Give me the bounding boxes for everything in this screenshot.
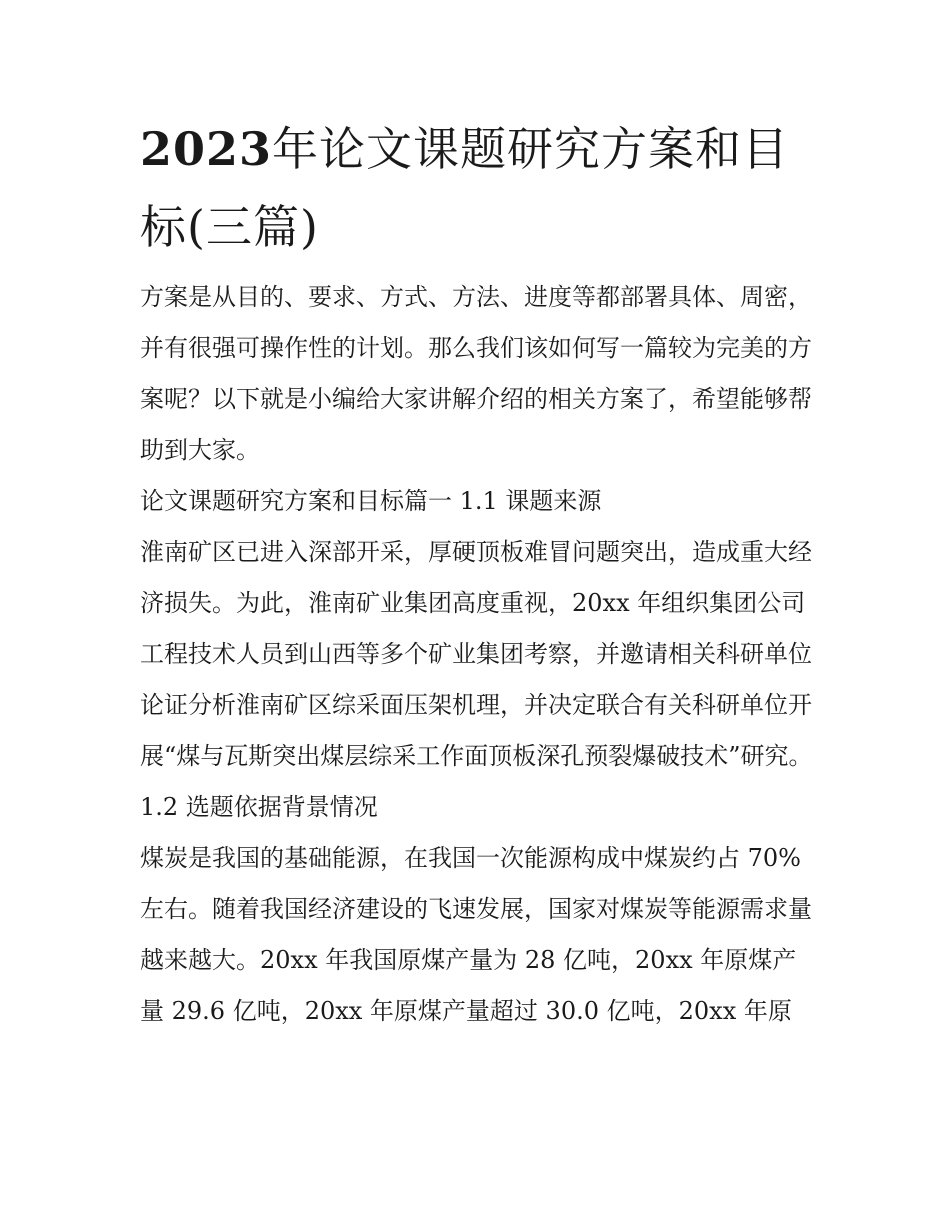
- title-text: 年论文课题研究方案和目标(三篇): [140, 122, 790, 254]
- title-year: 2023: [140, 122, 273, 176]
- section-1-heading: 论文课题研究方案和目标篇一 1.1 课题来源: [140, 487, 602, 515]
- intro-paragraph: 方案是从目的、要求、方式、方法、进度等都部署具体、周密，并有很强可操作性的计划。那么我们该如何写一篇较为完美的方案呢？以下就是小编给大家讲解介绍的相关方案了，希望能够帮助到大家。: [140, 283, 812, 464]
- section-1-body: 淮南矿区已进入深部开采，厚硬顶板难冒问题突出，造成重大经济损失。为此，淮南矿业集团高度重视，20xx 年组织集团公司工程技术人员到山西等多个矿业集团考察，并邀请相关科研单位论证分析淮南矿区综采面压架机理，并决定联合有关科研单位开展“煤与瓦斯突出煤层综采工作面顶板深孔预裂爆破技术”研究。: [140, 538, 813, 770]
- document-title: [140, 110, 820, 266]
- section-2-heading: 1.2 选题依据背景情况: [140, 793, 378, 821]
- document-page: [140, 110, 820, 1037]
- section-2-body: 煤炭是我国的基础能源，在我国一次能源构成中煤炭约占 70%左右。随着我国经济建设的飞速发展，国家对煤炭等能源需求量越来越大。20xx 年我国原煤产量为 28 亿吨，20xx 年原煤产量 29.6 亿吨，20xx 年原煤产量超过 30.0 亿吨，20xx 年原: [140, 844, 812, 1025]
